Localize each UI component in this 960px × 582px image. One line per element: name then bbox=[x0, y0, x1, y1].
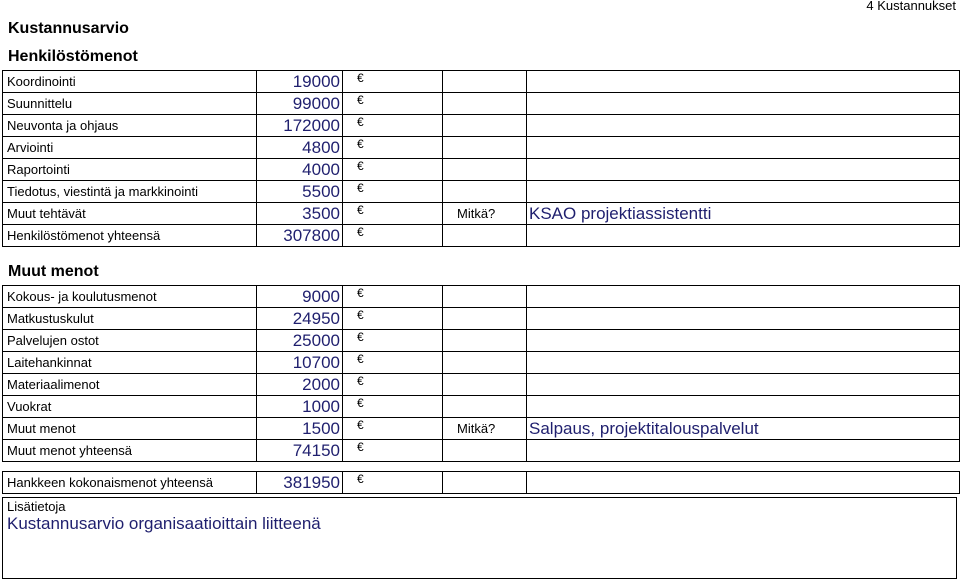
mitka-label bbox=[443, 115, 527, 137]
cost-label: Matkustuskulut bbox=[3, 308, 257, 330]
cost-row bbox=[3, 330, 960, 352]
cost-row bbox=[3, 137, 960, 159]
cost-label: Neuvonta ja ohjaus bbox=[3, 115, 257, 137]
mitka-value-field[interactable] bbox=[527, 225, 960, 247]
cost-row bbox=[3, 308, 960, 330]
euro-sign: € bbox=[343, 308, 443, 330]
cost-value-field[interactable]: 172000 bbox=[257, 115, 343, 137]
cost-value-field[interactable]: 99000 bbox=[257, 93, 343, 115]
euro-sign: € bbox=[343, 115, 443, 137]
mitka-label bbox=[443, 71, 527, 93]
cost-value-field[interactable]: 25000 bbox=[257, 330, 343, 352]
cost-value-field[interactable]: 10700 bbox=[257, 352, 343, 374]
mitka-label: Mitkä? bbox=[443, 418, 527, 440]
cost-row bbox=[3, 374, 960, 396]
mitka-value-field[interactable] bbox=[527, 159, 960, 181]
cost-label: Muut menot yhteensä bbox=[3, 440, 257, 462]
cost-row bbox=[3, 396, 960, 418]
mitka-value-field[interactable] bbox=[527, 137, 960, 159]
cost-value-field[interactable]: 5500 bbox=[257, 181, 343, 203]
cost-label: Materiaalimenot bbox=[3, 374, 257, 396]
mitka-value-field[interactable] bbox=[527, 352, 960, 374]
mitka-value-field[interactable]: KSAO projektiassistentti bbox=[527, 203, 960, 225]
cost-row bbox=[3, 418, 960, 440]
mitka-value-field[interactable] bbox=[527, 396, 960, 418]
cost-label: Kokous- ja koulutusmenot bbox=[3, 286, 257, 308]
mitka-label bbox=[443, 137, 527, 159]
additional-info-box[interactable] bbox=[2, 497, 957, 579]
cost-label: Palvelujen ostot bbox=[3, 330, 257, 352]
euro-sign: € bbox=[343, 472, 443, 494]
mitka-label: Mitkä? bbox=[443, 203, 527, 225]
additional-info-text[interactable]: Kustannusarvio organisaatioittain liitteenä bbox=[7, 514, 321, 533]
mitka-label bbox=[443, 286, 527, 308]
euro-sign: € bbox=[343, 159, 443, 181]
cost-row bbox=[3, 203, 960, 225]
total-row bbox=[3, 472, 960, 494]
mitka-label bbox=[443, 374, 527, 396]
other-costs-heading: Muut menot bbox=[8, 263, 99, 280]
empty-cell bbox=[443, 472, 527, 494]
mitka-value-field[interactable] bbox=[527, 71, 960, 93]
mitka-label bbox=[443, 225, 527, 247]
euro-sign: € bbox=[343, 418, 443, 440]
cost-row bbox=[3, 71, 960, 93]
euro-sign: € bbox=[343, 352, 443, 374]
mitka-value-field[interactable] bbox=[527, 181, 960, 203]
personnel-costs-table bbox=[2, 70, 960, 247]
cost-label: Suunnittelu bbox=[3, 93, 257, 115]
cost-value-field[interactable]: 24950 bbox=[257, 308, 343, 330]
cost-row bbox=[3, 352, 960, 374]
mitka-value-field[interactable]: Salpaus, projektitalouspalvelut bbox=[527, 418, 960, 440]
total-value-field[interactable]: 381950 bbox=[257, 472, 343, 494]
cost-value-field[interactable]: 19000 bbox=[257, 71, 343, 93]
euro-sign: € bbox=[343, 286, 443, 308]
cost-row bbox=[3, 159, 960, 181]
euro-sign: € bbox=[343, 440, 443, 462]
euro-sign: € bbox=[343, 225, 443, 247]
page-label: 4 Kustannukset bbox=[866, 0, 956, 13]
euro-sign: € bbox=[343, 137, 443, 159]
cost-value-field[interactable]: 9000 bbox=[257, 286, 343, 308]
euro-sign: € bbox=[343, 396, 443, 418]
cost-value-field[interactable]: 4000 bbox=[257, 159, 343, 181]
cost-value-field[interactable]: 307800 bbox=[257, 225, 343, 247]
euro-sign: € bbox=[343, 203, 443, 225]
total-costs-table bbox=[2, 471, 960, 494]
mitka-value-field[interactable] bbox=[527, 115, 960, 137]
page-title: Kustannusarvio bbox=[8, 20, 129, 37]
mitka-label bbox=[443, 181, 527, 203]
cost-label: Raportointi bbox=[3, 159, 257, 181]
euro-sign: € bbox=[343, 374, 443, 396]
cost-row bbox=[3, 181, 960, 203]
cost-label: Laitehankinnat bbox=[3, 352, 257, 374]
euro-sign: € bbox=[343, 93, 443, 115]
cost-value-field[interactable]: 74150 bbox=[257, 440, 343, 462]
euro-sign: € bbox=[343, 330, 443, 352]
euro-sign: € bbox=[343, 71, 443, 93]
cost-value-field[interactable]: 3500 bbox=[257, 203, 343, 225]
cost-row bbox=[3, 286, 960, 308]
cost-value-field[interactable]: 1000 bbox=[257, 396, 343, 418]
total-label: Hankkeen kokonaismenot yhteensä bbox=[3, 472, 257, 494]
mitka-label bbox=[443, 440, 527, 462]
euro-sign: € bbox=[343, 181, 443, 203]
mitka-label bbox=[443, 308, 527, 330]
mitka-label bbox=[443, 159, 527, 181]
cost-label: Vuokrat bbox=[3, 396, 257, 418]
cost-row bbox=[3, 440, 960, 462]
cost-row bbox=[3, 115, 960, 137]
additional-info-label: Lisätietoja bbox=[7, 499, 66, 514]
cost-row bbox=[3, 93, 960, 115]
cost-value-field[interactable]: 1500 bbox=[257, 418, 343, 440]
cost-row bbox=[3, 225, 960, 247]
cost-value-field[interactable]: 2000 bbox=[257, 374, 343, 396]
cost-label: Muut tehtävät bbox=[3, 203, 257, 225]
mitka-value-field[interactable] bbox=[527, 93, 960, 115]
mitka-value-field[interactable] bbox=[527, 286, 960, 308]
mitka-value-field[interactable] bbox=[527, 308, 960, 330]
mitka-label bbox=[443, 352, 527, 374]
cost-value-field[interactable]: 4800 bbox=[257, 137, 343, 159]
cost-label: Henkilöstömenot yhteensä bbox=[3, 225, 257, 247]
cost-label: Muut menot bbox=[3, 418, 257, 440]
other-costs-table bbox=[2, 285, 960, 462]
mitka-label bbox=[443, 330, 527, 352]
mitka-value-field[interactable] bbox=[527, 330, 960, 352]
cost-label: Arviointi bbox=[3, 137, 257, 159]
personnel-heading: Henkilöstömenot bbox=[8, 48, 138, 65]
mitka-value-field[interactable] bbox=[527, 374, 960, 396]
cost-label: Koordinointi bbox=[3, 71, 257, 93]
mitka-value-field[interactable] bbox=[527, 440, 960, 462]
mitka-label bbox=[443, 396, 527, 418]
cost-label: Tiedotus, viestintä ja markkinointi bbox=[3, 181, 257, 203]
mitka-label bbox=[443, 93, 527, 115]
empty-cell bbox=[527, 472, 960, 494]
